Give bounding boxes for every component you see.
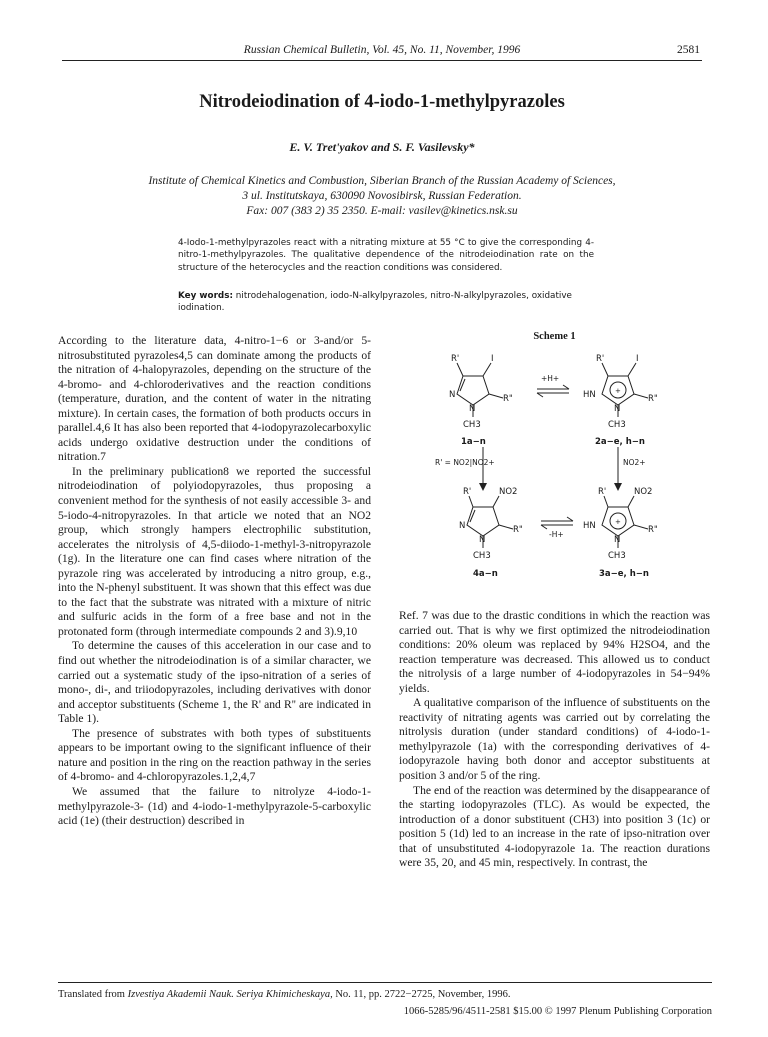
deprotonation-label: -H+ xyxy=(549,530,564,539)
affiliation-line-1: Institute of Chemical Kinetics and Combustion, Siberian Branch of the Russian Academy of Sciences, xyxy=(148,175,616,187)
label-n: N xyxy=(479,535,486,545)
label-r2: R" xyxy=(503,394,513,404)
label-r1: R' xyxy=(451,354,460,364)
source-details: No. 11, pp. 2722−2725, November, 1996. xyxy=(335,989,511,1000)
keywords-text: nitrodehalogenation, iodo-N-alkylpyrazoles, nitro-N-alkylpyrazoles, oxidative iodination. xyxy=(178,291,572,314)
abstract: 4-Iodo-1-methylpyrazoles react with a nitrating mixture at 55 °C to give the corresponding 4-nitro-1-methylpyrazoles. The qualitative dependence of the nitrodeiodination rate on the structure of the heterocycles and the reaction conditions was considered. xyxy=(178,238,594,273)
journal-citation: Russian Chemical Bulletin, Vol. 45, No. 11, November, 1996 xyxy=(243,44,521,56)
paragraph: A qualitative comparison of the influence of substituents on the reactivity of nitrating agents was carried out by correlating the nitrolysis duration (under standard conditions) of 4-iodo-1-methylpyrazole (1a) with the corresponding derivatives of 4-iodopyrazole having both donor and acceptor substituents at position 3 and/or 5 of the ring. xyxy=(399,696,710,783)
label-n: N xyxy=(469,404,476,414)
label-r1: R' xyxy=(596,354,605,364)
label-r2: R" xyxy=(648,394,658,404)
paragraph: According to the literature data, 4-nitro-1−6 or 3-and/or 5-nitrosubstituted pyrazoles4,5 can dominate among the products of the nitration of 4-halopyrazoles, depending on the structure of the 4-bromo- and 4-chloroderivatives and the reaction conditions (temperature, duration, and the content of water in the nitrating mixture). In certain cases, the formation of both products occurs in parallel.4,6 It has also been reported that 4-iodopyrazolecarboxylic acids undergo oxidative destruction under the conditions of nitration.7 xyxy=(58,334,371,464)
page-number: 2581 xyxy=(677,44,700,56)
paragraph: We assumed that the failure to nitrolyze 4-iodo-1-methylpyrazole-3- (1d) and 4-iodo-1-methylpyrazole-5-carboxylic acid (1e) (their destruction) described in xyxy=(58,784,371,828)
label-ch3: CH3 xyxy=(463,420,481,430)
scheme-drawing xyxy=(399,331,710,589)
issn-copyright: 1066-5285/96/4511-2581 $15.00 © 1997 Plenum Publishing Corporation xyxy=(403,1006,712,1017)
label-plus: + xyxy=(615,518,621,526)
label-plus: + xyxy=(615,387,621,395)
compound-2-label: 2a−e, h−n xyxy=(595,437,645,447)
paragraph: Ref. 7 was due to the drastic conditions in which the reaction was carried out. That is why we first optimized the nitrodeiodination conditions: 20% oleum was replaced by 94% H2SO4, and the reaction temperature was decreased. This allowed us to conduct the nitrolysis of a large number of 4-iodopyrazoles in 54−94% yields. xyxy=(399,609,710,695)
label-r1: R' xyxy=(598,487,607,497)
paragraph: The presence of substrates with both types of substituents appears to be important owing to the significant influence of their nature and position in the ring on the reaction pathway in the series of 4-bromo- and 4-chloropyrazoles.1,2,4,7 xyxy=(58,726,371,784)
compound-1-label: 1a−n xyxy=(461,437,486,447)
paragraph: In the preliminary publication8 we reported the successful nitrodeiodination of polyiodopyrazoles, thus proposing a convenient method for the synthesis of not easily accessible 3- and 5-iodo-4-nitropyrazoles. In that article we noted that an NO2 group, which strongly hampers electrophilic substitution, accelerates the nitrolysis of 4,5-diiodo-1-methyl-3-nitropyrazole (1g). In the literature one can find cases where nitration of the pyrazole ring was accelerated by introducing a nitro group, e.g., into the N-phenyl substituent. It was shown that this effect was due to the fact that the substrate was nitrated with a mixture of nitric and sulfuric acids in the form of a free base and not in the protonated form (through intermediate compounds 2 and 3).9,10 xyxy=(58,464,371,638)
label-iodo: I xyxy=(491,354,494,364)
running-head xyxy=(62,44,702,61)
affiliation-contact: Fax: 007 (383 2) 35 2350. E-mail: vasilev@kinetics.nsk.su xyxy=(246,205,518,217)
scheme-label: Scheme 1 xyxy=(533,331,576,342)
left-column xyxy=(58,334,371,829)
label-ch3: CH3 xyxy=(608,551,626,561)
label-hn: HN xyxy=(583,521,596,531)
label-no2: NO2 xyxy=(499,487,518,497)
translation-note xyxy=(58,989,712,1000)
footer-divider xyxy=(58,982,712,983)
protonation-label: +H+ xyxy=(541,374,560,383)
label-no2: NO2 xyxy=(634,487,653,497)
paragraph: The end of the reaction was determined by the disappearance of the starting iodopyrazoles (TLC). As would be expected, the introduction of a donor substituent (CH3) into position 3 (1c) or position 5 (1d) led to an increase in the rate of ipso-nitration over that of unsubstituted 4-iodopyrazole 1a. The reaction durations were 35, 20, and 45 min, respectively. In contrast, the xyxy=(399,783,710,870)
label-hn: HN xyxy=(583,390,596,400)
right-column xyxy=(399,609,710,871)
keywords-label: Key words: xyxy=(178,291,233,301)
reagent-right: NO2+ xyxy=(623,458,646,467)
source-journal: Izvestiya Akademii Nauk. Seriya Khimicheskaya, xyxy=(127,989,333,1000)
label-n: N xyxy=(449,390,456,400)
affiliation-line-2: 3 ul. Institutskaya, 630090 Novosibirsk, Russian Federation. xyxy=(242,190,522,202)
label-iodo: I xyxy=(636,354,639,364)
affiliation xyxy=(62,174,702,219)
compound-4-label: 4a−n xyxy=(473,569,498,579)
pyrazole-ring xyxy=(457,376,489,405)
authors: E. V. Tret'yakov and S. F. Vasilevsky* xyxy=(289,140,475,154)
label-n: N xyxy=(459,521,466,531)
label-r1: R' xyxy=(463,487,472,497)
scheme-1 xyxy=(399,331,710,589)
label-n: N xyxy=(614,535,621,545)
keywords xyxy=(178,290,594,315)
label-ch3: CH3 xyxy=(473,551,491,561)
compound-3-label: 3a−e, h−n xyxy=(599,569,649,579)
label-r2: R" xyxy=(648,525,658,535)
article-title: Nitrodeiodination of 4-iodo-1-methylpyrazoles xyxy=(199,92,565,112)
label-ch3: CH3 xyxy=(608,420,626,430)
paragraph: To determine the causes of this acceleration in our case and to find out whether the nitrodeiodination is of a similar character, we carried out a systematic study of the ipso-nitration of a series of mono-, di-, and triiodopyrazoles, including derivatives with donor and acceptor substituents (Scheme 1, the R' and R'' are indicated in Table 1). xyxy=(58,639,371,726)
translated-prefix: Translated from xyxy=(58,989,125,1000)
label-n: N xyxy=(614,404,621,414)
reagent-left: R' = NO2|NO2+ xyxy=(435,458,495,467)
label-r2: R" xyxy=(513,525,523,535)
